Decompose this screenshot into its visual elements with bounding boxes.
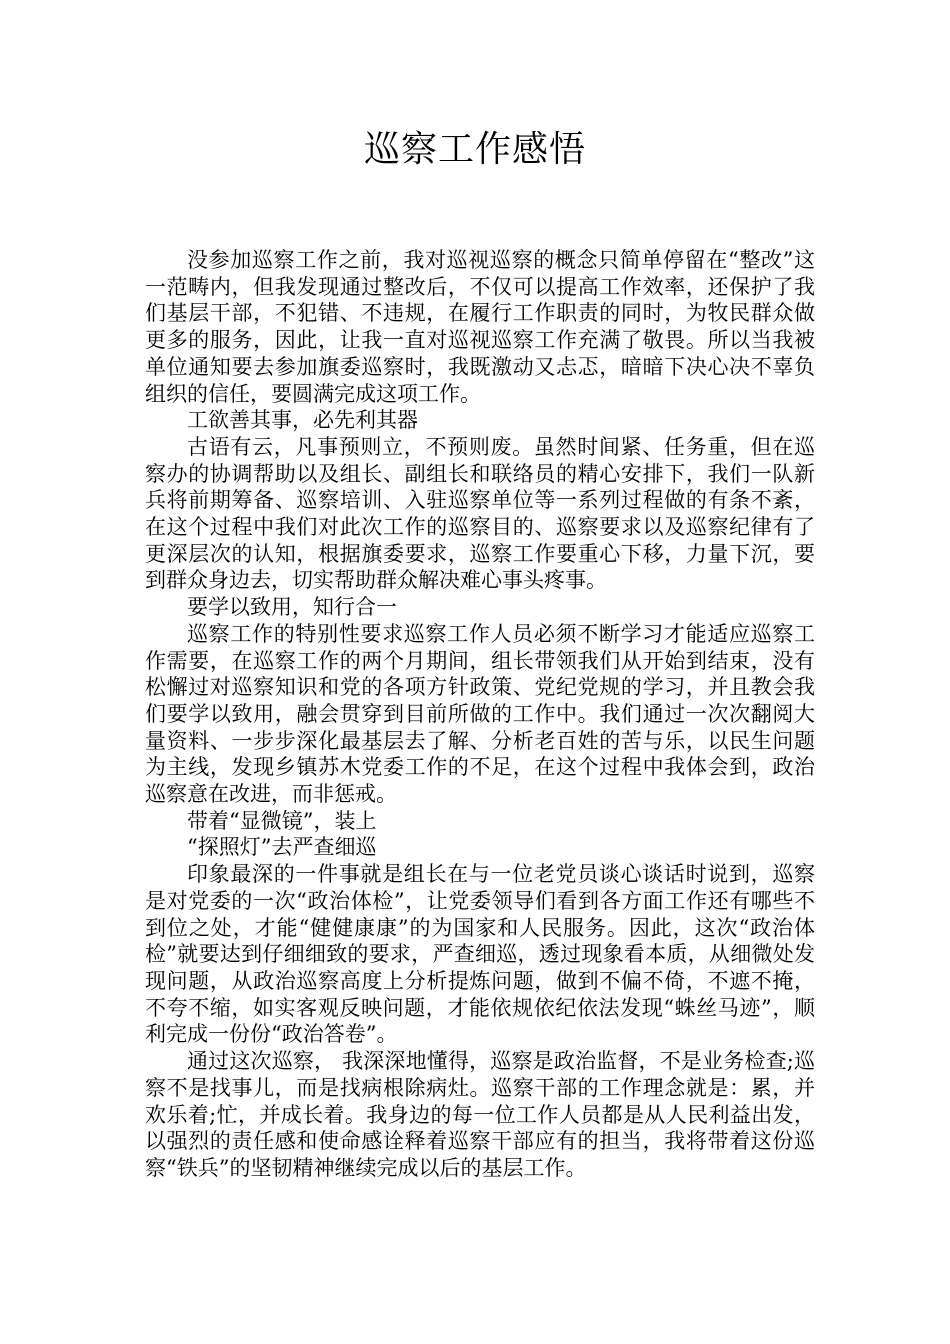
section-heading-microscope: 带着“显微镜”，装上: [187, 808, 377, 833]
section-heading-learning: 要学以致用，知行合一: [187, 595, 397, 620]
section-heading-searchlight: “探照灯”去严查细巡: [187, 835, 377, 860]
paragraph-learning: 巡察工作的特别性要求巡察工作人员必须不断学习才能适应巡察工作需要，在巡察工作的两个月期间，组长带领我们从开始到结束，没有松懈过对巡察知识和党的各项方针政策、党纪党规的学习，并且教会我们要学以致用，融会贯穿到目前所做的工作中。我们通过一次次翻阅大量资料、一步步深化最基层去了解、分析老百姓的苦与乐，以民生问题为主线，发现乡镇苏木党委工作的不足，在这个过程中我体会到，政治巡察意在改进，而非惩戒。: [145, 621, 815, 807]
paragraph-intro: 没参加巡察工作之前，我对巡视巡察的概念只简单停留在“整改”这一范畴内，但我发现通过整改后，不仅可以提高工作效率，还保护了我们基层干部，不犯错、不违规，在履行工作职责的同时，为牧民群众做更多的服务，因此，让我一直对巡视巡察工作充满了敬畏。所以当我被单位通知要去参加旗委巡察时，我既激动又忐忑，暗暗下决心决不辜负组织的信任，要圆满完成这项工作。: [145, 248, 815, 406]
paragraph-preparation: 古语有云，凡事预则立，不预则废。虽然时间紧、任务重，但在巡察办的协调帮助以及组长、副组长和联络员的精心安排下，我们一队新兵将前期筹备、巡察培训、入驻巡察单位等一系列过程做的有条不紊，在这个过程中我们对此次工作的巡察目的、巡察要求以及巡察纪律有了更深层次的认知，根据旗委要求，巡察工作要重心下移，力量下沉，要到群众身边去，切实帮助群众解决难心事头疼事。: [145, 434, 815, 593]
paragraph-inspection: 印象最深的一件事就是组长在与一位老党员谈心谈话时说到，巡察是对党委的一次“政治体检”，让党委领导们看到各方面工作还有哪些不到位之处，才能“健健康康”的为国家和人民服务。因此，这次“政治体检”就要达到仔细细致的要求，严查细巡，透过现象看本质，从细微处发现问题，从政治巡察高度上分析提炼问题，做到不偏不倚，不遮不掩，不夸不缩，如实客观反映问题，才能依规依纪依法发现“蛛丝马迹”，顺利完成一份份“政治答卷”。: [145, 862, 815, 1047]
paragraph-conclusion: 通过这次巡察， 我深深地懂得，巡察是政治监督，不是业务检查;巡察不是找事儿，而是找病根除病灶。巡察干部的工作理念就是：累，并欢乐着;忙，并成长着。我身边的每一位工作人员都是从人民利益出发，以强烈的责任感和使命感诠释着巡察干部应有的担当，我将带着这份巡察“铁兵”的坚韧精神继续完成以后的基层工作。: [145, 1049, 815, 1180]
document-title: 巡察工作感悟: [363, 129, 586, 170]
document-body: [145, 247, 815, 1182]
section-heading-preparation: 工欲善其事，必先利其器: [187, 408, 418, 433]
